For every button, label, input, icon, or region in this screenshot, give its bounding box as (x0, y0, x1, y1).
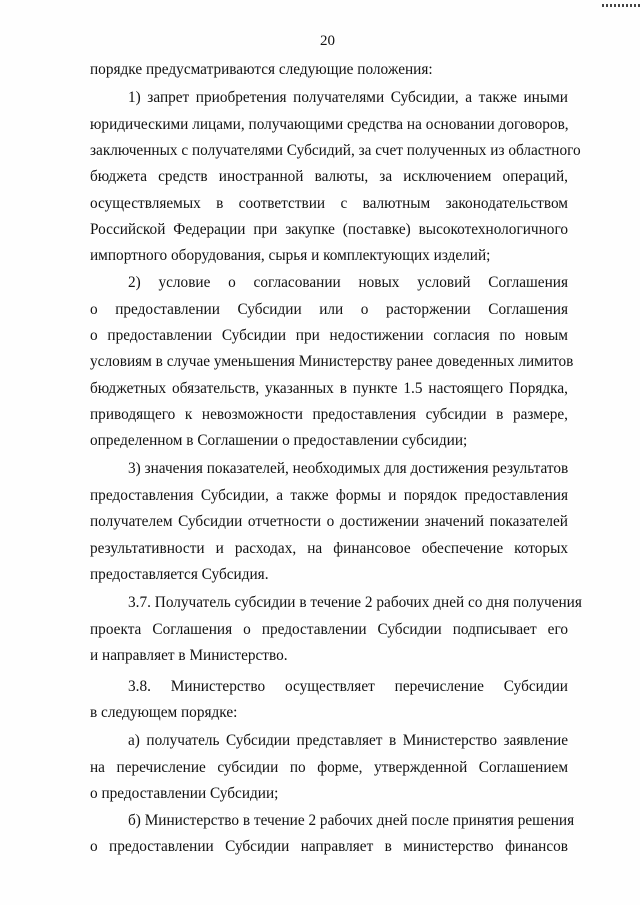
text-line: 1) запрет приобретения получателями Субсидии, а также иными (128, 89, 568, 106)
text-line: заключенных с получателями Субсидий, за счет полученных из областного (90, 142, 581, 159)
text-line: условиям в случае уменьшения Министерству ранее доведенных лимитов (90, 353, 574, 370)
text-line: о предоставлении Субсидии направляет в министерство финансов (90, 838, 568, 855)
text-line: Российской Федерации при закупке (поставке) высокотехнологичного (90, 221, 568, 238)
page-number: 20 (320, 33, 335, 49)
text-line: 2) условие о согласовании новых условий Соглашения (128, 274, 568, 291)
text-line: проекта Соглашения о предоставлении Субсидии подписывает его (90, 621, 568, 638)
text-line: 3.7. Получатель субсидии в течение 2 рабочих дней со дня получения (128, 594, 582, 611)
text-line: осуществляемых в соответствии с валютным законодательством (90, 195, 568, 212)
text-line: в следующем порядке: (90, 704, 238, 721)
text-line: на перечисление субсидии по форме, утвержденной Соглашением (90, 759, 568, 776)
text-line: получателем Субсидии отчетности о достижении значений показателей (90, 513, 568, 530)
text-line: о предоставлении Субсидии; (90, 785, 279, 802)
text-line: б) Министерство в течение 2 рабочих дней после принятия решения (128, 812, 575, 829)
text-line: 3.8. Министерство осуществляет перечисление Субсидии (128, 678, 568, 695)
text-line: определенном в Соглашении о предоставлении субсидии; (90, 432, 468, 449)
text-line: а) получатель Субсидии представляет в Министерство заявление (128, 732, 568, 749)
text-line: порядке предусматриваются следующие положения: (90, 61, 433, 78)
scan-corner-mark (602, 4, 640, 7)
text-line: юридическими лицами, получающими средства на основании договоров, (90, 116, 569, 133)
text-line: о предоставлении Субсидии при недостижении согласия по новым (90, 327, 568, 344)
text-line: бюджетных обязательств, указанных в пункте 1.5 настоящего Порядка, (90, 380, 568, 397)
text-line: и направляет в Министерство. (90, 647, 288, 664)
text-line: о предоставлении Субсидии или о расторжении Соглашения (90, 301, 568, 318)
text-line: предоставляется Субсидия. (90, 566, 269, 583)
text-line: приводящего к невозможности предоставления субсидии в размере, (90, 406, 568, 423)
text-line: бюджета средств иностранной валюты, за исключением операций, (90, 168, 568, 185)
text-line: предоставления Субсидии, а также формы и порядок предоставления (90, 487, 568, 504)
text-line: импортного оборудования, сырья и комплектующих изделий; (90, 247, 491, 264)
text-line: результативности и расходах, на финансовое обеспечение которых (90, 540, 568, 557)
text-line: 3) значения показателей, необходимых для достижения результатов (128, 460, 569, 477)
